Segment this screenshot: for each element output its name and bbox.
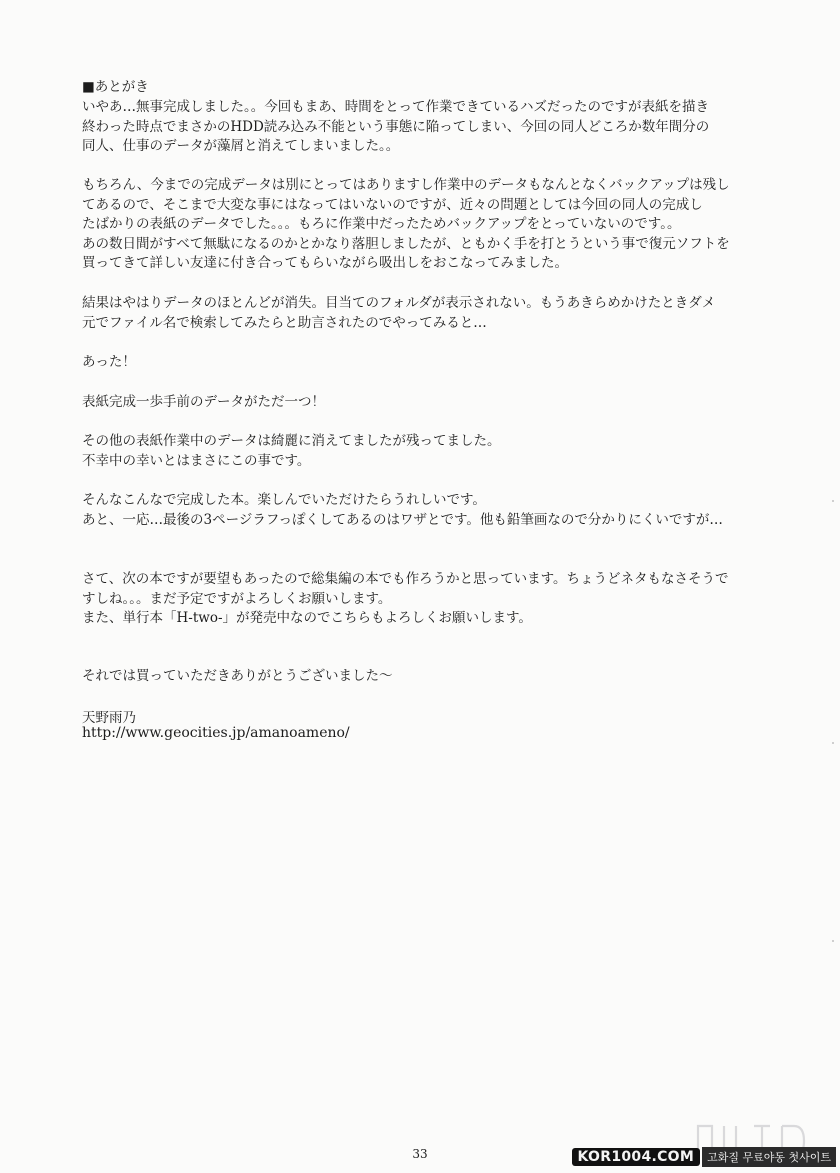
watermark-tagline: 고화질 무료야동 첫사이트	[702, 1147, 836, 1167]
text-line: あの数日間がすべて無駄になるのかとかなり落胆しましたが、ともかく手を打とうという事で復元ソフトを	[82, 235, 730, 252]
text-line: 表紙完成一歩手前のデータがただ一つ！	[82, 394, 325, 410]
paragraph-4	[82, 353, 136, 373]
paragraph-7	[82, 491, 723, 530]
paragraph-3	[82, 294, 715, 333]
text-line: 不幸中の幸いとはまさにこの事です。	[82, 452, 311, 469]
paragraph-6	[82, 432, 501, 471]
text-line: その他の表紙作業中のデータは綺麗に消えてましたが残ってました。	[82, 433, 501, 449]
text-line: たばかりの表紙のデータでした。。。もろに作業中だったためバックアップをとっていないのです。。	[82, 216, 681, 233]
paragraph-9	[82, 667, 393, 687]
paragraph-5	[82, 393, 325, 413]
text-line: 同人、仕事のデータが藻屑と消えてしまいました。。	[82, 138, 400, 155]
scan-speck	[832, 500, 834, 502]
paragraph-2	[82, 176, 730, 274]
text-line: さて、次の本ですが要望もあったので総集編の本でも作ろうかと思っています。ちょうどネタもなさそうで	[82, 571, 729, 587]
scan-speck	[832, 742, 834, 744]
text-line: 元でファイル名で検索してみたらと助言されたのでやってみると…	[82, 314, 487, 331]
text-line: もちろん、今までの完成データは別にとってはありますし作業中のデータもなんとなくバックアップは残し	[82, 177, 730, 193]
author-url: http://www.geocities.jp/amanoameno/	[82, 725, 350, 741]
scan-speck	[832, 940, 834, 942]
text-line: そんなこんなで完成した本。楽しんでいただけたらうれしいです。	[82, 492, 486, 508]
text-line: 終わった時点でまさかのHDD読み込み不能という事態に陥ってしまい、今回の同人どころか数年間分の	[82, 118, 710, 135]
text-line: あと、一応…最後の3ページラフっぽくしてあるのはワザとです。他も鉛筆画なので分かりにくいですが…	[82, 511, 723, 528]
watermark-logo: KOR1004.COM	[572, 1148, 701, 1166]
text-line: また、単行本「H-two-」が発売中なのでこちらもよろしくお願いします。	[82, 610, 532, 627]
afterword-heading: ■あとがき	[82, 79, 149, 95]
text-line: あった！	[82, 354, 136, 370]
text-line: てあるので、そこまで大変な事にはなってはいないのですが、近々の問題としては今回の同人の完成し	[82, 196, 703, 213]
paragraph-8	[82, 570, 729, 629]
site-watermark	[572, 1146, 836, 1168]
text-line: それでは買っていただきありがとうございました～	[82, 668, 393, 684]
author-name: 天野雨乃	[82, 710, 136, 726]
text-line: すしね。。。まだ予定ですがよろしくお願いします。	[82, 590, 392, 607]
text-line: いやあ…無事完成しました。。今回もまあ、時間をとって作業できているハズだったのですが表紙を描き	[82, 99, 709, 115]
page-number: 33	[412, 1147, 428, 1161]
text-line: 買ってきて詳しい友達に付き合ってもらいながら吸出しをおこなってみました。	[82, 255, 568, 272]
text-line: 結果はやはりデータのほとんどが消失。目当てのフォルダが表示されない。もうあきらめかけたときダメ	[82, 295, 716, 311]
paragraph-1	[82, 98, 709, 157]
